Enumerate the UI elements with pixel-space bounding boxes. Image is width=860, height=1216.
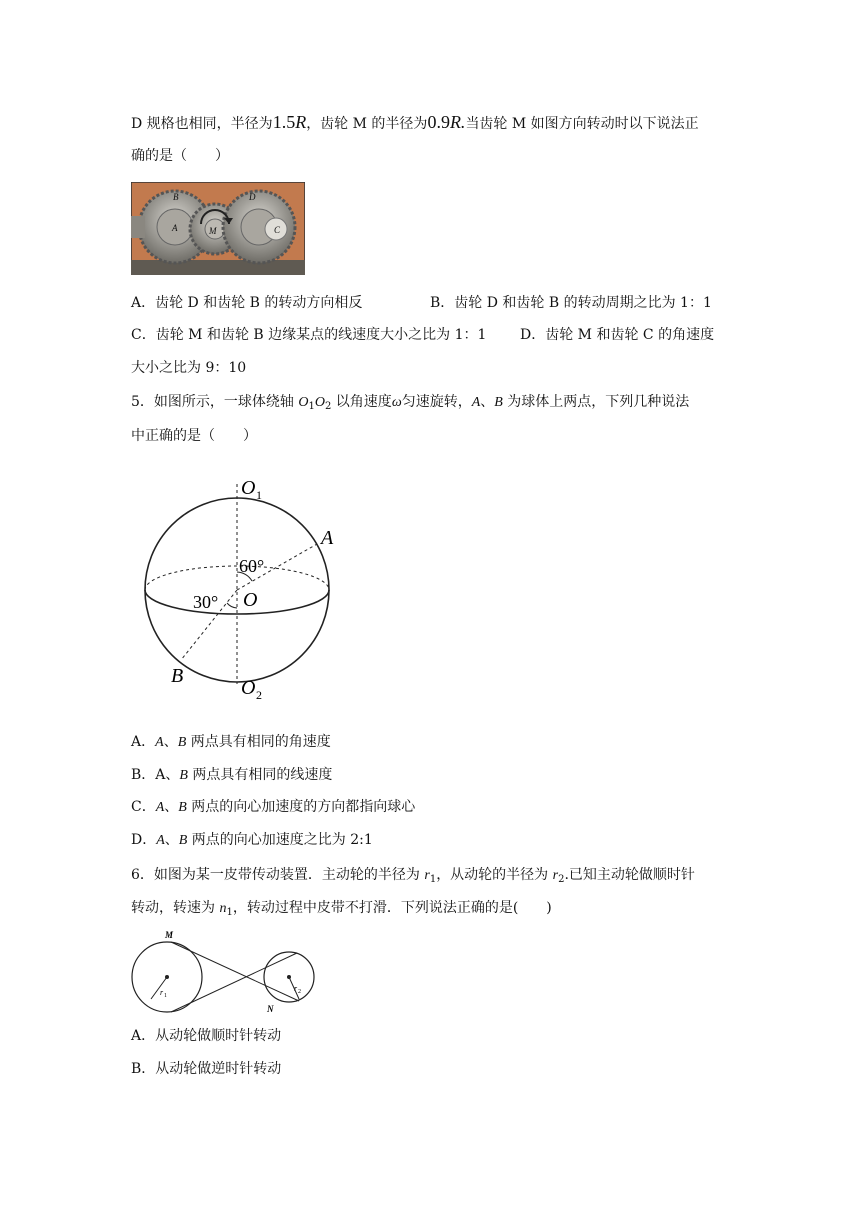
q4-stem-line1 xyxy=(131,112,699,134)
q6-stem-line2 xyxy=(131,898,552,923)
q4-option-c: C．齿轮 M 和齿轮 B 边缘某点的线速度大小之比为 1：1 xyxy=(131,327,487,343)
q5-axis-o2: O xyxy=(314,395,325,410)
q5-option-d-prefix: D． xyxy=(131,832,157,848)
q5-option-c-text: 两点的向心加速度的方向都指向球心 xyxy=(186,799,416,815)
q5-option-b xyxy=(131,765,332,786)
q5-axis-o2-sub: 2 xyxy=(324,401,332,412)
gear-label-m: M xyxy=(209,226,217,236)
q5-point-a: A xyxy=(471,395,481,410)
q5-option-a-sep: 、 xyxy=(163,734,178,750)
q6-text-e: ，转动过程中皮带不打滑．下列说法正确的是( ) xyxy=(232,900,552,916)
q5-text-c: 为球体上两点，下列几种说法 xyxy=(502,394,690,410)
q5-sep: 、 xyxy=(480,394,495,410)
q5-point-b: B xyxy=(494,395,503,410)
q6-text-c: .已知主动轮做顺时针 xyxy=(564,867,695,883)
q5-option-c-sep: 、 xyxy=(164,799,179,815)
q4-text-c: 当齿轮 M 如图方向转动时以下说法正 xyxy=(465,116,699,132)
sphere-angle-30: 30° xyxy=(193,592,219,612)
q6-r1-sub: 1 xyxy=(429,874,437,885)
q5-stem-line1 xyxy=(131,392,689,417)
sphere-label-o2: O xyxy=(241,677,256,699)
q4-radius-2: 0.9 xyxy=(427,112,450,132)
sphere-label-o1-sub: 1 xyxy=(256,488,262,502)
sphere-label-o1: O xyxy=(241,477,256,499)
q4-text-a: D 规格也相同，半径为 xyxy=(131,116,273,132)
q5-stem-line2: 中正确的是（ ） xyxy=(131,428,257,444)
q4-option-a: A．齿轮 D 和齿轮 B 的转动方向相反 xyxy=(131,295,363,311)
q5-option-a-text: 两点具有相同的角速度 xyxy=(186,734,331,750)
sphere-label-a: A xyxy=(321,527,334,549)
q5-option-a-point-b: B xyxy=(177,735,187,750)
q6-r2-sub: 2 xyxy=(558,874,565,885)
belt-label-m: M xyxy=(165,930,174,940)
q5-option-d-point-b: B xyxy=(178,833,188,848)
belt-drive-figure xyxy=(129,926,319,1016)
gear-label-c: C xyxy=(274,225,281,235)
q5-option-a xyxy=(131,732,331,753)
q6-r2: r xyxy=(552,868,559,883)
q5-option-d xyxy=(131,830,373,851)
q4-stem-line2: 确的是（ ） xyxy=(131,148,229,164)
belt-label-r1: r xyxy=(160,988,164,997)
q5-option-c-point-a: A xyxy=(155,800,165,815)
q4-radius-1: 1.5 xyxy=(272,112,296,132)
q6-n1-sub: 1 xyxy=(226,907,233,918)
q5-option-c-prefix: C． xyxy=(131,799,156,815)
q4-text-b: ，齿轮 M 的半径为 xyxy=(306,116,428,132)
q4-radius-2-var: R. xyxy=(449,112,466,132)
q5-option-c xyxy=(131,797,415,818)
q5-axis-o1: O xyxy=(298,395,309,410)
belt-label-n: N xyxy=(267,1004,274,1014)
gear-label-d: D xyxy=(249,192,256,202)
q6-text-a: 6．如图为某一皮带传动装置．主动轮的半径为 xyxy=(131,867,425,883)
q6-text-b: ，从动轮的半径为 xyxy=(436,867,553,883)
q6-text-d: 转动，转速为 xyxy=(131,900,220,916)
belt-label-r2: r xyxy=(294,984,298,993)
gear-label-a: A xyxy=(172,223,178,233)
q5-text-a: 以角速度 xyxy=(331,394,392,410)
q5-text-num: 5．如图所示，一球体绕轴 xyxy=(131,394,299,410)
q4-option-d-line2: 大小之比为 9：10 xyxy=(131,360,247,376)
q5-option-a-point-a: A xyxy=(155,735,164,750)
q6-stem-line1 xyxy=(131,865,695,890)
q6-option-a: A．从动轮做顺时针转动 xyxy=(131,1028,282,1044)
sphere-figure xyxy=(131,472,346,704)
belt-label-r2-sub: 2 xyxy=(298,989,301,995)
sphere-label-o: O xyxy=(243,589,258,611)
q5-text-b: 匀速旋转， xyxy=(401,394,472,410)
q5-omega: ω xyxy=(391,395,402,410)
q5-option-b-point-b: B xyxy=(179,768,188,783)
sphere-label-o2-sub: 2 xyxy=(256,688,262,702)
q5-option-a-prefix: A． xyxy=(131,734,156,750)
q5-axis-o1-sub: 1 xyxy=(308,401,315,412)
q4-radius-1-var: R xyxy=(295,112,307,132)
q6-option-b: B．从动轮做逆时针转动 xyxy=(131,1061,282,1077)
belt-label-r1-sub: 1 xyxy=(164,993,167,999)
q5-option-c-point-b: B xyxy=(178,800,187,815)
q5-option-d-text: 两点的向心加速度之比为 2:1 xyxy=(187,832,373,848)
q5-option-b-prefix: B．A、 xyxy=(131,767,180,783)
q6-n1: n xyxy=(219,901,227,916)
q4-option-d-line1: D．齿轮 M 和齿轮 C 的角速度 xyxy=(520,327,715,343)
gear-photo-figure xyxy=(131,182,305,275)
q6-r1: r xyxy=(424,868,430,883)
gear-label-b: B xyxy=(173,192,179,202)
q5-option-d-point-a: A xyxy=(156,833,165,848)
sphere-label-b: B xyxy=(171,665,184,687)
sphere-angle-60: 60° xyxy=(239,556,265,576)
q5-option-b-text: 两点具有相同的线速度 xyxy=(187,767,333,783)
q5-option-d-sep: 、 xyxy=(164,832,179,848)
q4-option-b: B．齿轮 D 和齿轮 B 的转动周期之比为 1：1 xyxy=(430,295,712,311)
